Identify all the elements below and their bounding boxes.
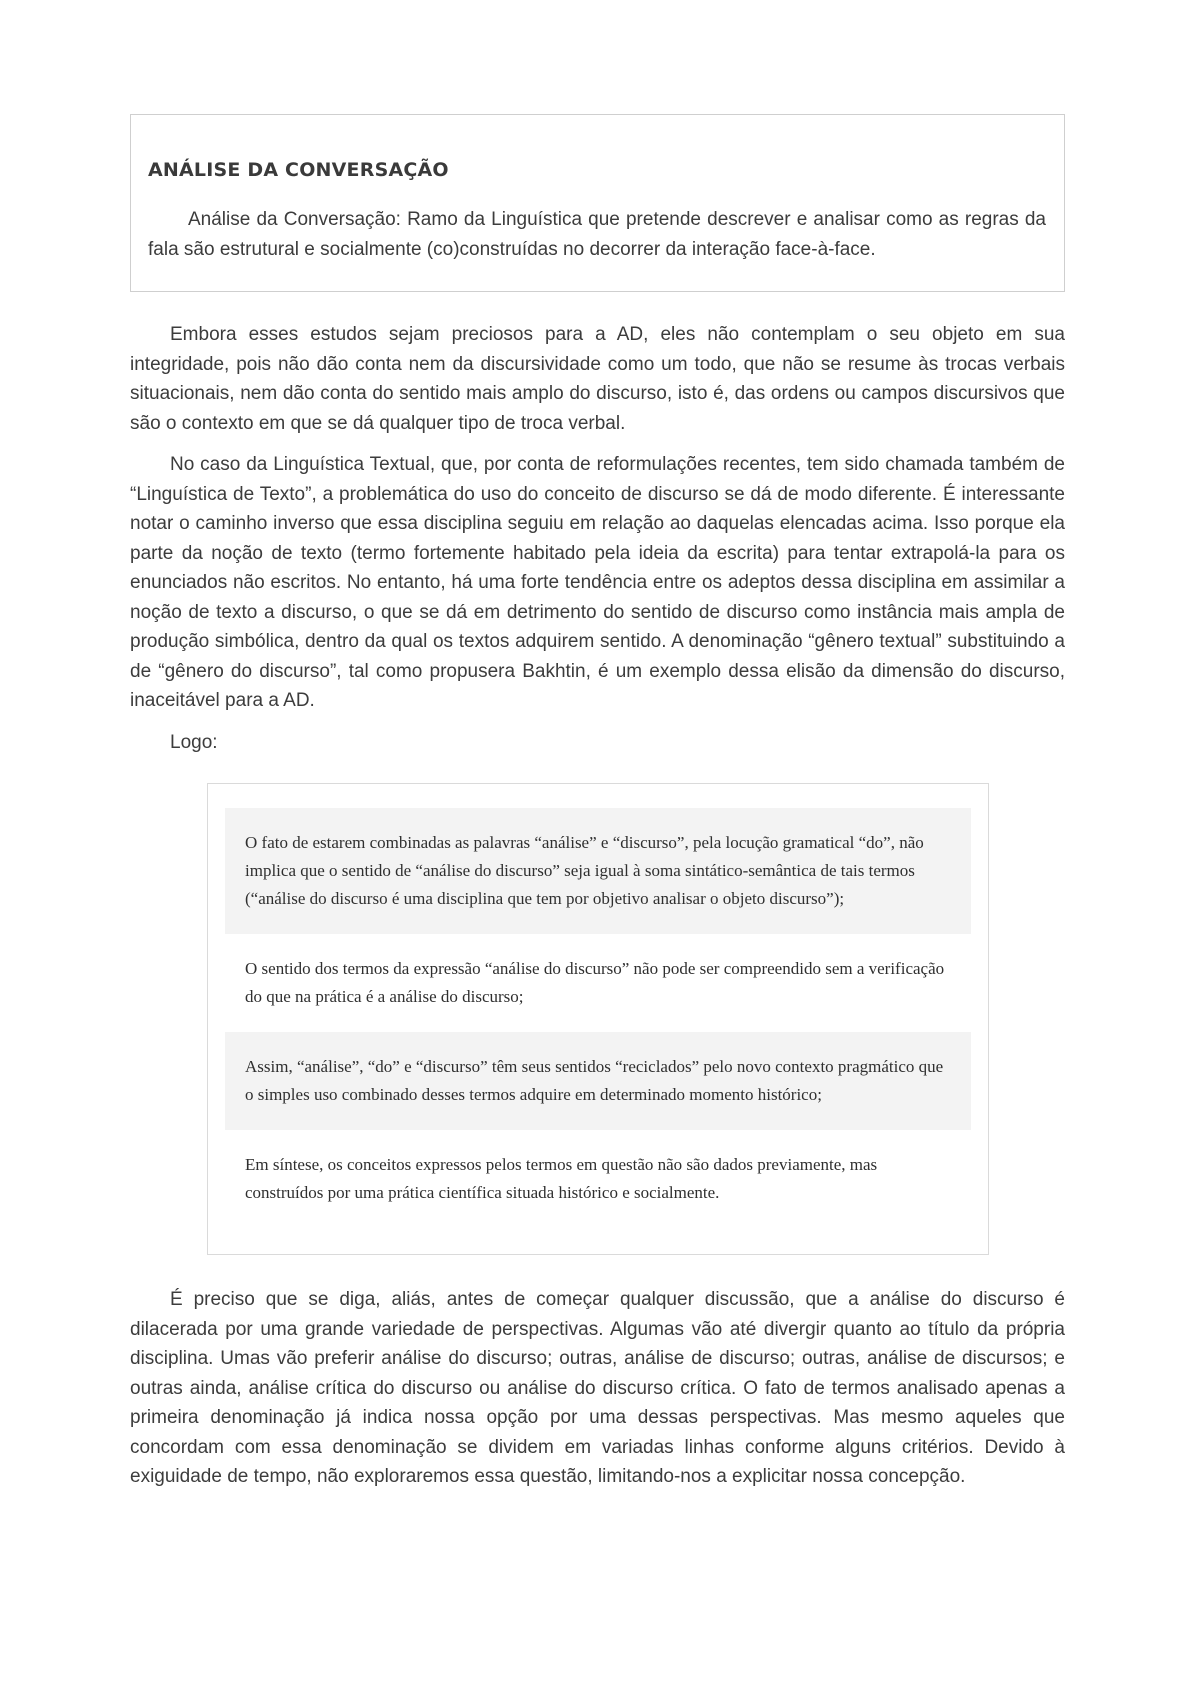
definition-title: ANÁLISE DA CONVERSAÇÃO bbox=[148, 159, 449, 181]
document-page bbox=[130, 114, 1065, 1504]
list-item: O sentido dos termos da expressão “análise do discurso” não pode ser compreendido sem a verificação do que na prática é a análise do discurso; bbox=[245, 959, 945, 1006]
list-item: Assim, “análise”, “do” e “discurso” têm seus sentidos “reciclados” pelo novo contexto pragmático que o simples uso combinado desses termos adquire em determinado momento histórico; bbox=[225, 1032, 971, 1130]
list-item: O fato de estarem combinadas as palavras “análise” e “discurso”, pela locução gramatical “do”, não implica que o sentido de “análise do discurso” seja igual à soma sintático-semântica de tais termos (“análise do discurso é uma disciplina que tem por objetivo analisar o objeto discurso”); bbox=[225, 808, 971, 934]
conclusion-list-box bbox=[207, 783, 989, 1255]
definition-text: Análise da Conversação: Ramo da Linguística que pretende descrever e analisar como as regras da fala são estrutural e socialmente (co)construídas no decorrer da interação face-à-face. bbox=[148, 209, 1046, 260]
list-item: Em síntese, os conceitos expressos pelos termos em questão não são dados previamente, mas construídos por uma prática científica situada histórico e socialmente. bbox=[245, 1155, 878, 1202]
body-paragraph-1: Embora esses estudos sejam preciosos para a AD, eles não contemplam o seu objeto em sua integridade, pois não dão conta nem da discursividade como um todo, que não se resume às trocas verbais situacionais, nem dão conta do sentido mais amplo do discurso, isto é, das ordens ou campos discursivos que são o contexto em que se dá qualquer tipo de troca verbal. bbox=[130, 324, 1065, 434]
definition-box bbox=[130, 114, 1065, 292]
body-paragraph-final: É preciso que se diga, aliás, antes de começar qualquer discussão, que a análise do discurso é dilacerada por uma grande variedade de perspectivas. Algumas vão até divergir quanto ao título da própria disciplina. Umas vão preferir análise do discurso; outras, análise de discurso; outras, análise de discursos; e outras ainda, análise crítica do discurso ou análise do discurso crítica. O fato de termos analisado apenas a primeira denominação já indica nossa opção por uma dessas perspectivas. Mas mesmo aqueles que concordam com essa denominação se dividem em variadas linhas conforme alguns critérios. Devido à exiguidade de tempo, não exploraremos essa questão, limitando-nos a explicitar nossa concepção. bbox=[130, 1289, 1065, 1487]
body-paragraph-2: No caso da Linguística Textual, que, por conta de reformulações recentes, tem sido chamada também de “Linguística de Texto”, a problemática do uso do conceito de discurso se dá de modo diferente. É interessante notar o caminho inverso que essa disciplina seguiu em relação ao daquelas elencadas acima. Isso porque ela parte da noção de texto (termo fortemente habitado pela ideia da escrita) para tentar extrapolá-la para os enunciados não escritos. No entanto, há uma forte tendência entre os adeptos dessa disciplina em assimilar a noção de texto a discurso, o que se dá em detrimento do sentido de discurso como instância mais ampla de produção simbólica, dentro da qual os textos adquirem sentido. A denominação “gênero textual” substituindo a de “gênero do discurso”, tal como propusera Bakhtin, é um exemplo dessa elisão da dimensão do discurso, inaceitável para a AD. bbox=[130, 454, 1065, 711]
body-paragraph-logo: Logo: bbox=[170, 731, 218, 753]
